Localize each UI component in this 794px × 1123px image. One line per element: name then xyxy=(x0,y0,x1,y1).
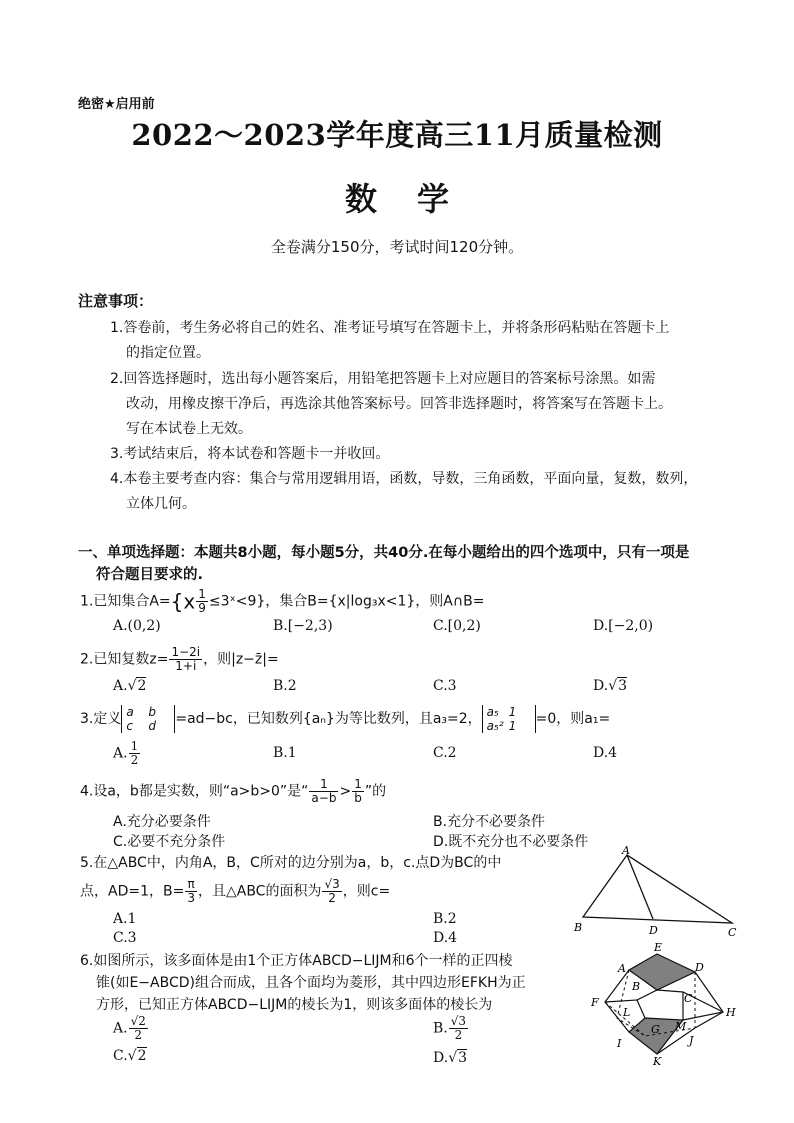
question-3-stem: 3.定义 a b c d =ad−bc，已知数列{aₙ}为等比数列，且a₃=2， a₅ 1 a₅² 1 =0，则a₁= xyxy=(80,705,611,733)
label-g: G xyxy=(651,1023,660,1036)
question-6-line3: 方形，已知正方体ABCD−LIJM的棱长为1，则该多面体的棱长为 xyxy=(96,997,493,1013)
label-i: I xyxy=(617,1037,622,1050)
label-m: M xyxy=(675,1020,687,1033)
q6-option-a[interactable]: A. $\frac{√2}{2}$ xyxy=(113,1014,146,1042)
q3-option-b[interactable]: B.1 xyxy=(273,745,297,761)
determinant-1: a b c d xyxy=(121,705,175,733)
note-line: 的指定位置。 xyxy=(126,345,210,361)
label-h: H xyxy=(726,1006,736,1019)
label-a: A xyxy=(622,845,630,857)
q3-option-c[interactable]: C.2 xyxy=(433,745,457,761)
q2-option-c[interactable]: C.3 xyxy=(433,678,457,694)
label-c: C xyxy=(684,992,693,1005)
note-line: 3.考试结束后，将本试卷和答题卡一并收回。 xyxy=(110,446,390,462)
label-d: D xyxy=(695,961,704,974)
q5-option-a[interactable]: A.1 xyxy=(113,911,137,927)
edge-bg xyxy=(637,1000,645,1018)
q4-option-a[interactable]: A.充分必要条件 xyxy=(113,814,211,830)
label-f: F xyxy=(591,996,599,1009)
q1-option-b[interactable]: B.[−2,3) xyxy=(273,618,333,634)
label-b: B xyxy=(574,921,583,934)
subject-title: 数学 xyxy=(344,180,489,218)
label-k: K xyxy=(653,1055,662,1068)
q2-option-a[interactable]: A.√2 xyxy=(113,678,147,694)
question-2-stem: 2.已知复数z= $\frac{1-2i}{1+i}$ ，则|z−z̄|= xyxy=(80,645,279,673)
q1-option-d[interactable]: D.[−2,0) xyxy=(593,618,654,634)
q1-option-c[interactable]: C.[0,2) xyxy=(433,618,481,634)
median-ad xyxy=(627,855,653,919)
question-6-line2: 锥(如E−ABCD)组合而成，且各个面均为菱形，其中四边形EFKH为正 xyxy=(96,975,526,991)
exam-meta: 全卷满分150分，考试时间120分钟。 xyxy=(270,238,524,256)
q5-option-c[interactable]: C.3 xyxy=(113,930,137,946)
label-c: C xyxy=(728,926,737,939)
q5-option-b[interactable]: B.2 xyxy=(433,911,457,927)
q6-option-d[interactable]: D.√3 xyxy=(433,1050,468,1066)
determinant-2: a₅ 1 a₅² 1 xyxy=(482,705,536,733)
triangle-abc xyxy=(583,855,732,923)
label-j: J xyxy=(689,1034,694,1047)
note-line: 2.回答选择题时，选出每小题答案后，用铅笔把答题卡上对应题目的答案标号涂黑。如需 xyxy=(110,371,656,387)
section-heading: 一、单项选择题：本题共8小题，每小题5分，共40分.在每小题给出的四个选项中，只有一项是 xyxy=(78,545,690,561)
polyhedron-figure xyxy=(585,940,745,1068)
q3-option-a[interactable]: A. $\frac{1}{2}$ xyxy=(113,739,139,767)
question-5-line2: 点，AD=1，B= $\frac{\pi}{3}$ ，且△ABC的面积为 $\frac{√3}{2}$ ，则c= xyxy=(80,877,391,905)
note-line: 立体几何。 xyxy=(126,496,196,512)
section-heading-cont: 符合题目要求的. xyxy=(96,567,204,583)
note-line: 1.答卷前，考生务必将自己的姓名、准考证号填写在答题卡上，并将条形码粘贴在答题卡上 xyxy=(110,320,670,336)
note-line: 写在本试卷上无效。 xyxy=(126,421,252,437)
q4-option-c[interactable]: C.必要不充分条件 xyxy=(113,834,226,850)
question-1-stem: 1.已知集合A={x $\frac{1}{9}$ ≤3ˣ<9}，集合B={x|log₃x<1}，则A∩B= xyxy=(80,587,485,615)
q5-option-d[interactable]: D.4 xyxy=(433,930,458,946)
question-5-line1: 5.在△ABC中，内角A，B，C所对的边分别为a，b，c.点D为BC的中 xyxy=(80,855,502,871)
confidential-label: 绝密★启用前 xyxy=(78,97,155,112)
note-line: 改动，用橡皮擦干净后，再选涂其他答案标号。回答非选择题时，将答案写在答题卡上。 xyxy=(126,396,672,412)
label-l: L xyxy=(623,1006,631,1019)
q6-option-c[interactable]: C.√2 xyxy=(113,1048,147,1064)
notes-heading: 注意事项： xyxy=(78,292,154,310)
page-title: 2022～2023学年度高三11月质量检测 xyxy=(131,118,663,152)
q2-option-d[interactable]: D.√3 xyxy=(593,678,628,694)
q6-option-b[interactable]: B. $\frac{√3}{2}$ xyxy=(433,1014,467,1042)
q4-option-b[interactable]: B.充分不必要条件 xyxy=(433,814,546,830)
q2-option-b[interactable]: B.2 xyxy=(273,678,297,694)
q3-option-d[interactable]: D.4 xyxy=(593,745,618,761)
note-line: 4.本卷主要考查内容：集合与常用逻辑用语，函数，导数，三角函数，平面向量，复数，数列， xyxy=(110,471,698,487)
label-a: A xyxy=(618,962,626,975)
q4-option-d[interactable]: D.既不充分也不必要条件 xyxy=(433,834,589,850)
triangle-figure xyxy=(570,845,745,940)
question-6-line1: 6.如图所示，该多面体是由1个正方体ABCD−LIJM和6个一样的正四棱 xyxy=(80,953,513,969)
q1-option-a[interactable]: A.(0,2) xyxy=(113,618,161,634)
question-4-stem: 4.设a，b都是实数，则“a>b>0”是“ $\frac{1}{a-b}$ > $\frac{1}{b}$ ”的 xyxy=(80,777,387,805)
label-e: E xyxy=(654,941,663,954)
label-b: B xyxy=(632,980,641,993)
label-d: D xyxy=(649,924,658,937)
